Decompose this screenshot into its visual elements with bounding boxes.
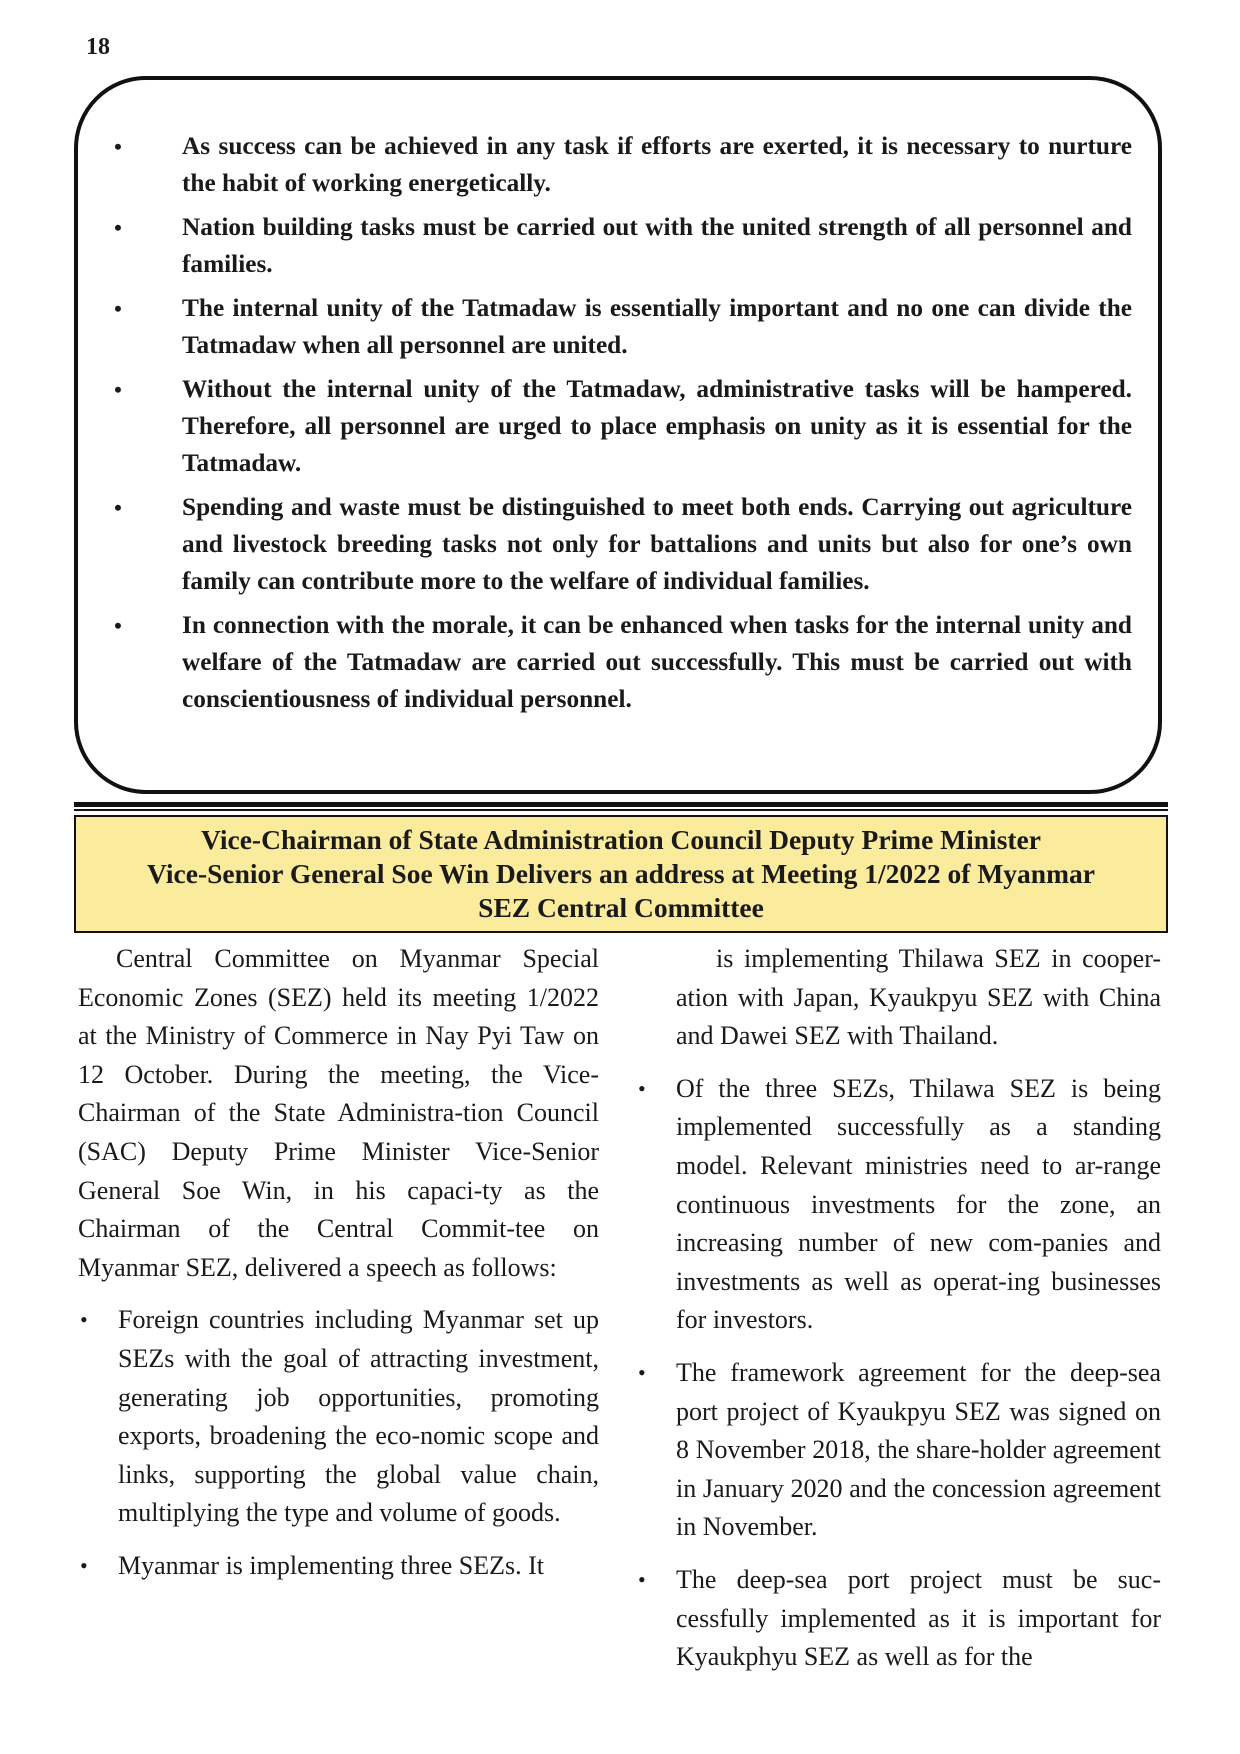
list-item-text: Myanmar is implementing three SEZs. It	[118, 1550, 545, 1580]
bullet-icon: •	[114, 377, 122, 402]
bullet-icon: •	[638, 1075, 646, 1101]
left-column	[78, 940, 599, 1586]
list-item-text: Of the three SEZs, Thilawa SEZ is being implemented successfully as a standing model. Relevant ministries need to ar-range continuous investments for the zone, an increasing number of new com-panies and investments as well as operat-ing businesses for investors.	[676, 1073, 1161, 1335]
bullet-icon: •	[114, 296, 122, 321]
bullet-icon: •	[114, 613, 122, 638]
list-item-text: The framework agreement for the deep-sea port project of Kyaukpyu SEZ was signed on 8 November 2018, the share-holder agreement in January 2020 and the concession agreement in November.	[676, 1357, 1161, 1542]
key-point-text: Spending and waste must be distinguished to meet both ends. Carrying out agriculture and livestock breeding tasks not only for battalions and units but also for one’s own family can contribute more to the welfare of individual families.	[182, 493, 1132, 595]
key-points-list	[112, 128, 1132, 725]
list-item	[636, 1354, 1161, 1547]
right-bullet-list	[636, 1070, 1161, 1677]
headline-line-3: SEZ Central Committee	[478, 892, 764, 923]
bullet-icon: •	[80, 1307, 88, 1333]
key-point-item	[112, 489, 1132, 600]
divider-thick	[74, 802, 1168, 807]
key-point-item	[112, 290, 1132, 364]
list-item	[636, 1561, 1161, 1677]
bullet-icon: •	[114, 215, 122, 240]
continuation-paragraph: is implementing Thilawa SEZ in cooper-ation with Japan, Kyaukpyu SEZ with China and Dawei SEZ with Thailand.	[676, 944, 1161, 1051]
page-number: 18	[86, 34, 110, 60]
headline-line-1: Vice-Chairman of State Administration Council Deputy Prime Minister	[201, 824, 1041, 855]
article-headline	[74, 815, 1168, 933]
divider-thin	[74, 809, 1168, 811]
key-point-item	[112, 607, 1132, 718]
right-column	[636, 940, 1161, 1677]
left-bullet-list	[78, 1301, 599, 1585]
key-point-text: In connection with the morale, it can be enhanced when tasks for the internal unity and welfare of the Tatmadaw are carried out successfully. This must be carried out with conscientiousness of individual personnel.	[182, 611, 1132, 713]
bullet-icon: •	[638, 1359, 646, 1385]
key-points-box	[74, 76, 1162, 794]
bullet-icon: •	[80, 1552, 88, 1578]
bullet-icon: •	[114, 134, 122, 159]
key-point-text: Nation building tasks must be carried out with the united strength of all personnel and families.	[182, 213, 1132, 278]
key-point-item	[112, 209, 1132, 283]
list-item	[78, 1301, 599, 1533]
key-point-item	[112, 128, 1132, 202]
key-point-item	[112, 371, 1132, 482]
list-item-text: Foreign countries including Myanmar set up SEZs with the goal of attracting investment, generating job opportunities, promoting exports, broadening the eco-nomic scope and links, supporting the global value chain, multiplying the type and volume of goods.	[118, 1305, 599, 1528]
list-item	[636, 1070, 1161, 1340]
bullet-icon: •	[638, 1566, 646, 1592]
list-item	[78, 1547, 599, 1586]
headline-line-2: Vice-Senior General Soe Win Delivers an address at Meeting 1/2022 of Myanmar	[147, 858, 1095, 889]
key-point-text: As success can be achieved in any task if efforts are exerted, it is necessary to nurture the habit of working energetically.	[182, 132, 1132, 197]
key-point-text: Without the internal unity of the Tatmadaw, administrative tasks will be hampered. Therefore, all personnel are urged to place emphasis on unity as it is essential for the Tatmadaw.	[182, 375, 1132, 477]
intro-paragraph: Central Committee on Myanmar Special Economic Zones (SEZ) held its meeting 1/2022 at the Ministry of Commerce in Nay Pyi Taw on 12 October. During the meeting, the Vice-Chairman of the State Administra-tion Council (SAC) Deputy Prime Minister Vice-Senior General Soe Win, in his capaci-ty as the Chairman of the Central Commit-tee on Myanmar SEZ, delivered a speech as follows:	[78, 944, 599, 1282]
list-item-text: The deep-sea port project must be suc-cessfully implemented as it is important for Kyaukphyu SEZ as well as for the	[676, 1564, 1161, 1672]
bullet-icon: •	[114, 495, 122, 520]
key-point-text: The internal unity of the Tatmadaw is essentially important and no one can divide the Tatmadaw when all personnel are united.	[182, 294, 1132, 359]
